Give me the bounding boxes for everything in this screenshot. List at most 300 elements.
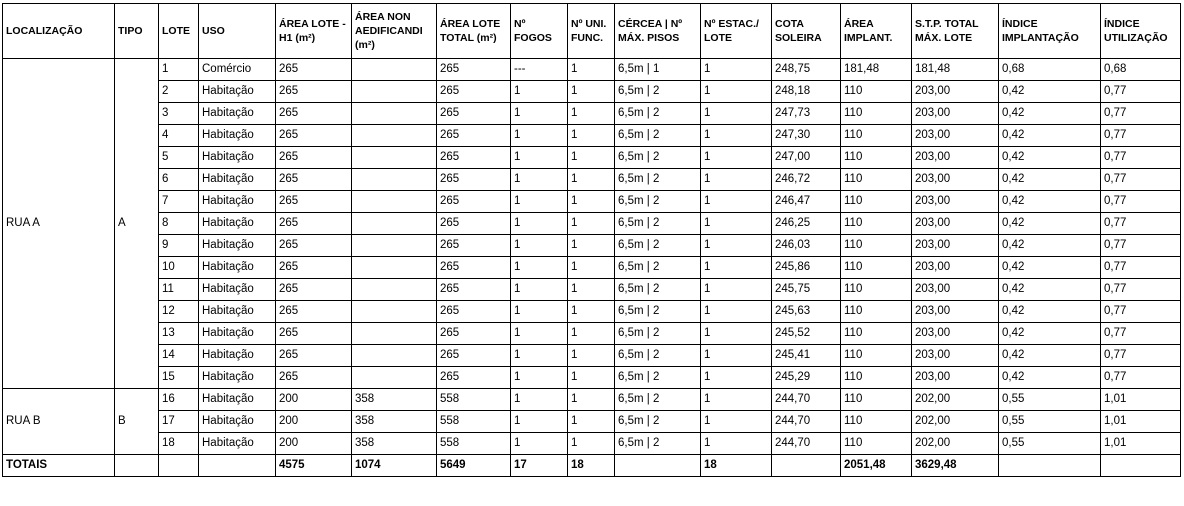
table-cell: 0,42 (999, 323, 1101, 345)
table-cell: 1 (568, 169, 615, 191)
table-cell: 203,00 (912, 191, 999, 213)
table-cell: 1 (701, 235, 772, 257)
table-row (3, 81, 1181, 103)
table-cell: 265 (276, 257, 352, 279)
table-cell: 265 (276, 169, 352, 191)
table-cell: 200 (276, 389, 352, 411)
table-cell: 203,00 (912, 125, 999, 147)
table-cell: 0,77 (1101, 235, 1181, 257)
table-cell: 15 (159, 367, 199, 389)
table-cell (352, 257, 437, 279)
table-cell: 203,00 (912, 279, 999, 301)
table-cell: 0,55 (999, 433, 1101, 455)
table-cell: 6,5m | 1 (615, 59, 701, 81)
table-cell: 265 (437, 279, 511, 301)
table-cell: 0,42 (999, 191, 1101, 213)
table-cell: 6,5m | 2 (615, 301, 701, 323)
table-cell: 558 (437, 389, 511, 411)
table-cell: 0,42 (999, 257, 1101, 279)
table-cell: 1 (568, 213, 615, 235)
table-cell: 1 (701, 103, 772, 125)
table-cell: 0,42 (999, 279, 1101, 301)
table-cell: 1 (511, 125, 568, 147)
table-cell: 1 (701, 125, 772, 147)
table-cell: 202,00 (912, 433, 999, 455)
table-cell: 265 (437, 59, 511, 81)
table-cell: 245,52 (772, 323, 841, 345)
table-cell: Habitação (199, 323, 276, 345)
table-cell: 6,5m | 2 (615, 235, 701, 257)
table-cell: 110 (841, 345, 912, 367)
table-row (3, 147, 1181, 169)
table-cell: 6,5m | 2 (615, 103, 701, 125)
table-cell: 265 (437, 125, 511, 147)
table-cell: 1 (511, 235, 568, 257)
table-cell: 110 (841, 235, 912, 257)
totals-cell (772, 455, 841, 477)
table-cell: 1 (568, 147, 615, 169)
table-cell: 246,03 (772, 235, 841, 257)
totals-cell: 18 (701, 455, 772, 477)
table-cell: 110 (841, 389, 912, 411)
table-cell: 0,77 (1101, 213, 1181, 235)
table-cell: 1 (701, 169, 772, 191)
table-cell: 203,00 (912, 147, 999, 169)
column-header: COTA SOLEIRA (772, 4, 841, 59)
table-cell: 265 (276, 279, 352, 301)
table-cell: 1 (511, 147, 568, 169)
table-cell: 1 (568, 411, 615, 433)
table-cell: 265 (276, 235, 352, 257)
table-cell: 203,00 (912, 81, 999, 103)
table-cell: 1 (701, 411, 772, 433)
table-cell: 1 (701, 323, 772, 345)
table-cell: 1 (511, 411, 568, 433)
table-cell: 1 (701, 345, 772, 367)
table-cell: 265 (437, 323, 511, 345)
table-row (3, 433, 1181, 455)
table-cell: 0,77 (1101, 323, 1181, 345)
table-cell: 6,5m | 2 (615, 81, 701, 103)
table-cell: 265 (437, 213, 511, 235)
table-cell: 265 (437, 301, 511, 323)
table-row (3, 367, 1181, 389)
table-cell: 181,48 (912, 59, 999, 81)
table-cell (352, 279, 437, 301)
column-header: LOTE (159, 4, 199, 59)
localizacao-cell: RUA A (3, 59, 115, 389)
table-cell: 1 (568, 279, 615, 301)
table-cell: 244,70 (772, 411, 841, 433)
table-cell: 203,00 (912, 235, 999, 257)
table-cell: 200 (276, 411, 352, 433)
table-cell: 1 (568, 191, 615, 213)
table-cell: 0,77 (1101, 81, 1181, 103)
table-cell: 110 (841, 213, 912, 235)
table-cell: 246,72 (772, 169, 841, 191)
table-cell: 265 (437, 169, 511, 191)
table-row (3, 411, 1181, 433)
column-header: ÍNDICE UTILIZAÇÃO (1101, 4, 1181, 59)
table-cell: 246,47 (772, 191, 841, 213)
table-cell: 0,42 (999, 147, 1101, 169)
table-cell: 1 (701, 301, 772, 323)
table-cell: Habitação (199, 389, 276, 411)
table-cell (352, 191, 437, 213)
totals-cell: 4575 (276, 455, 352, 477)
table-cell: 0,77 (1101, 147, 1181, 169)
table-cell: 6,5m | 2 (615, 433, 701, 455)
table-cell: 203,00 (912, 257, 999, 279)
column-header: ÍNDICE IMPLANTAÇÃO (999, 4, 1101, 59)
table-cell (352, 125, 437, 147)
table-cell (352, 345, 437, 367)
totals-cell (615, 455, 701, 477)
totals-cell (1101, 455, 1181, 477)
table-cell: 110 (841, 433, 912, 455)
table-cell: 110 (841, 147, 912, 169)
table-row (3, 279, 1181, 301)
table-cell: 1 (701, 279, 772, 301)
table-cell (352, 169, 437, 191)
table-cell: 6,5m | 2 (615, 213, 701, 235)
table-cell: 1 (511, 257, 568, 279)
table-row (3, 169, 1181, 191)
table-row (3, 257, 1181, 279)
table-cell: 1 (701, 389, 772, 411)
table-cell: 6,5m | 2 (615, 367, 701, 389)
table-cell: 0,77 (1101, 103, 1181, 125)
column-header: Nº UNI. FUNC. (568, 4, 615, 59)
table-cell: 203,00 (912, 367, 999, 389)
table-cell: 6,5m | 2 (615, 169, 701, 191)
table-cell: Habitação (199, 147, 276, 169)
table-cell: 14 (159, 345, 199, 367)
table-cell: 248,18 (772, 81, 841, 103)
table-cell: 244,70 (772, 389, 841, 411)
table-cell: 1 (511, 301, 568, 323)
table-cell: 0,55 (999, 411, 1101, 433)
table-cell: 18 (159, 433, 199, 455)
table-cell: 265 (437, 147, 511, 169)
table-cell: 202,00 (912, 389, 999, 411)
table-row (3, 213, 1181, 235)
table-cell: 1 (568, 323, 615, 345)
table-cell: 1 (568, 257, 615, 279)
table-cell: 110 (841, 125, 912, 147)
table-body (3, 59, 1181, 455)
table-row (3, 235, 1181, 257)
table-cell: 558 (437, 411, 511, 433)
table-cell: 0,77 (1101, 169, 1181, 191)
column-header: ÁREA IMPLANT. (841, 4, 912, 59)
table-cell: 0,42 (999, 125, 1101, 147)
table-cell: 1 (511, 389, 568, 411)
table-cell: 265 (276, 191, 352, 213)
table-cell: 10 (159, 257, 199, 279)
table-cell: 1 (701, 81, 772, 103)
totals-cell (159, 455, 199, 477)
table-cell: Habitação (199, 235, 276, 257)
table-cell: 0,77 (1101, 279, 1181, 301)
table-cell: 9 (159, 235, 199, 257)
table-cell: 265 (276, 147, 352, 169)
table-cell: 265 (437, 235, 511, 257)
table-cell: 203,00 (912, 169, 999, 191)
table-cell: 265 (437, 367, 511, 389)
table-cell: 1 (568, 59, 615, 81)
table-cell: 0,42 (999, 301, 1101, 323)
table-cell: 1 (511, 433, 568, 455)
table-cell: Habitação (199, 301, 276, 323)
column-header: CÉRCEA | Nº MÁX. PISOS (615, 4, 701, 59)
table-cell: 1 (511, 323, 568, 345)
table-cell: 265 (276, 301, 352, 323)
table-cell: 203,00 (912, 103, 999, 125)
table-cell: 6,5m | 2 (615, 411, 701, 433)
table-cell: 110 (841, 411, 912, 433)
table-cell: 245,41 (772, 345, 841, 367)
table-cell (352, 367, 437, 389)
table-cell: 110 (841, 367, 912, 389)
totals-cell: 1074 (352, 455, 437, 477)
table-cell: 110 (841, 81, 912, 103)
table-cell: 16 (159, 389, 199, 411)
table-cell: 4 (159, 125, 199, 147)
table-cell: 265 (276, 367, 352, 389)
table-row (3, 323, 1181, 345)
table-cell: 1 (701, 433, 772, 455)
table-cell: 265 (276, 125, 352, 147)
table-cell: 246,25 (772, 213, 841, 235)
table-cell: 558 (437, 433, 511, 455)
table-cell: 0,42 (999, 235, 1101, 257)
table-cell: 203,00 (912, 345, 999, 367)
table-cell: 265 (437, 257, 511, 279)
table-cell: 265 (437, 345, 511, 367)
table-cell: 110 (841, 191, 912, 213)
totals-cell (999, 455, 1101, 477)
table-row (3, 103, 1181, 125)
column-header: S.T.P. TOTAL MÁX. LOTE (912, 4, 999, 59)
table-row (3, 345, 1181, 367)
column-header: ÁREA LOTE TOTAL (m²) (437, 4, 511, 59)
table-cell: Habitação (199, 169, 276, 191)
table-cell: 1 (701, 59, 772, 81)
table-cell: 0,77 (1101, 257, 1181, 279)
table-cell: 1 (701, 367, 772, 389)
localizacao-cell: RUA B (3, 389, 115, 455)
column-header: ÁREA NON AEDIFICANDI (m²) (352, 4, 437, 59)
table-cell: 110 (841, 301, 912, 323)
totals-row (3, 455, 1181, 477)
table-cell: 265 (276, 103, 352, 125)
table-cell (352, 147, 437, 169)
table-cell: 1 (568, 103, 615, 125)
table-cell: 0,42 (999, 213, 1101, 235)
table-cell (352, 59, 437, 81)
table-cell: 265 (276, 345, 352, 367)
table-row (3, 389, 1181, 411)
table-cell: 1 (568, 81, 615, 103)
totals-cell: 18 (568, 455, 615, 477)
table-cell (352, 323, 437, 345)
table-cell: 0,77 (1101, 367, 1181, 389)
table-cell (352, 301, 437, 323)
table-cell: 0,42 (999, 169, 1101, 191)
table-cell: 17 (159, 411, 199, 433)
table-cell: 1 (511, 345, 568, 367)
table-cell: 6 (159, 169, 199, 191)
header-row (3, 4, 1181, 59)
table-cell: 110 (841, 279, 912, 301)
column-header: ÁREA LOTE - H1 (m²) (276, 4, 352, 59)
table-cell: 1 (701, 213, 772, 235)
table-cell: 1 (701, 257, 772, 279)
table-cell: 247,73 (772, 103, 841, 125)
column-header: Nº FOGOS (511, 4, 568, 59)
table-cell: 0,77 (1101, 301, 1181, 323)
table-cell (352, 213, 437, 235)
table-cell: 110 (841, 323, 912, 345)
table-cell: 203,00 (912, 213, 999, 235)
table-cell: Habitação (199, 345, 276, 367)
table-cell: 0,77 (1101, 125, 1181, 147)
table-cell: 0,55 (999, 389, 1101, 411)
table-cell: 265 (437, 191, 511, 213)
column-header: LOCALIZAÇÃO (3, 4, 115, 59)
table-cell: 1 (511, 81, 568, 103)
table-cell: 1 (511, 367, 568, 389)
table-cell: 265 (276, 323, 352, 345)
table-cell: 110 (841, 103, 912, 125)
table-cell: 1 (511, 279, 568, 301)
totals-label: TOTAIS (3, 455, 115, 477)
table-cell: 6,5m | 2 (615, 345, 701, 367)
table-cell: 202,00 (912, 411, 999, 433)
table-cell: 0,77 (1101, 191, 1181, 213)
table-cell: 1 (568, 367, 615, 389)
totals-cell: 17 (511, 455, 568, 477)
table-cell: 0,42 (999, 367, 1101, 389)
table-cell: Habitação (199, 433, 276, 455)
table-cell: 265 (276, 81, 352, 103)
table-cell: 5 (159, 147, 199, 169)
table-cell: Comércio (199, 59, 276, 81)
table-cell: 203,00 (912, 323, 999, 345)
table-cell: 0,68 (999, 59, 1101, 81)
table-cell: 1 (568, 345, 615, 367)
table-cell: 358 (352, 433, 437, 455)
table-cell: 1,01 (1101, 433, 1181, 455)
table-cell: 6,5m | 2 (615, 389, 701, 411)
table-cell: 6,5m | 2 (615, 147, 701, 169)
table-cell: 247,00 (772, 147, 841, 169)
totals-cell (199, 455, 276, 477)
table-cell: 1,01 (1101, 389, 1181, 411)
column-header: USO (199, 4, 276, 59)
table-cell: 0,77 (1101, 345, 1181, 367)
totals-cell: 5649 (437, 455, 511, 477)
table-row (3, 125, 1181, 147)
table-cell: 110 (841, 257, 912, 279)
table-cell: 3 (159, 103, 199, 125)
lot-table (2, 3, 1181, 477)
table-cell: 13 (159, 323, 199, 345)
table-cell: 203,00 (912, 301, 999, 323)
table-cell: Habitação (199, 367, 276, 389)
table-cell: 6,5m | 2 (615, 279, 701, 301)
table-cell: 1 (701, 147, 772, 169)
table-cell: 1 (511, 213, 568, 235)
totals-cell: 2051,48 (841, 455, 912, 477)
column-header: Nº ESTAC./ LOTE (701, 4, 772, 59)
table-cell: 181,48 (841, 59, 912, 81)
table-cell: 265 (276, 59, 352, 81)
table-cell: 0,42 (999, 81, 1101, 103)
table-cell: 6,5m | 2 (615, 125, 701, 147)
table-cell: 11 (159, 279, 199, 301)
table-row (3, 191, 1181, 213)
table-cell: 244,70 (772, 433, 841, 455)
table-cell: 2 (159, 81, 199, 103)
table-cell: 1 (701, 191, 772, 213)
table-cell: 1 (511, 103, 568, 125)
table-cell: Habitação (199, 103, 276, 125)
table-cell: 1 (568, 125, 615, 147)
column-header: TIPO (115, 4, 159, 59)
table-cell: 1 (159, 59, 199, 81)
table-cell: 200 (276, 433, 352, 455)
table-cell: Habitação (199, 279, 276, 301)
table-cell (352, 103, 437, 125)
table-cell: Habitação (199, 81, 276, 103)
table-cell: 6,5m | 2 (615, 323, 701, 345)
table-cell: Habitação (199, 257, 276, 279)
table-cell: 1 (511, 191, 568, 213)
table-cell: 1 (511, 169, 568, 191)
table-cell: 265 (437, 103, 511, 125)
table-cell: 6,5m | 2 (615, 257, 701, 279)
tipo-cell: A (115, 59, 159, 389)
table-cell: 0,68 (1101, 59, 1181, 81)
table-cell (352, 235, 437, 257)
table-cell: 358 (352, 411, 437, 433)
table-cell: 1,01 (1101, 411, 1181, 433)
table-row (3, 301, 1181, 323)
table-cell: 0,42 (999, 345, 1101, 367)
table-cell: 8 (159, 213, 199, 235)
table-cell: 0,42 (999, 103, 1101, 125)
totals-cell (115, 455, 159, 477)
table-cell: 1 (568, 301, 615, 323)
table-cell: 12 (159, 301, 199, 323)
table-cell: 265 (437, 81, 511, 103)
table-cell: Habitação (199, 411, 276, 433)
table-cell: Habitação (199, 125, 276, 147)
table-cell: 1 (568, 433, 615, 455)
table-cell: 248,75 (772, 59, 841, 81)
table-cell: Habitação (199, 213, 276, 235)
table-row (3, 59, 1181, 81)
totals-cell: 3629,48 (912, 455, 999, 477)
table-cell: 6,5m | 2 (615, 191, 701, 213)
table-cell: --- (511, 59, 568, 81)
table-cell: 358 (352, 389, 437, 411)
table-cell: 245,29 (772, 367, 841, 389)
table-cell: 245,75 (772, 279, 841, 301)
table-cell: 7 (159, 191, 199, 213)
